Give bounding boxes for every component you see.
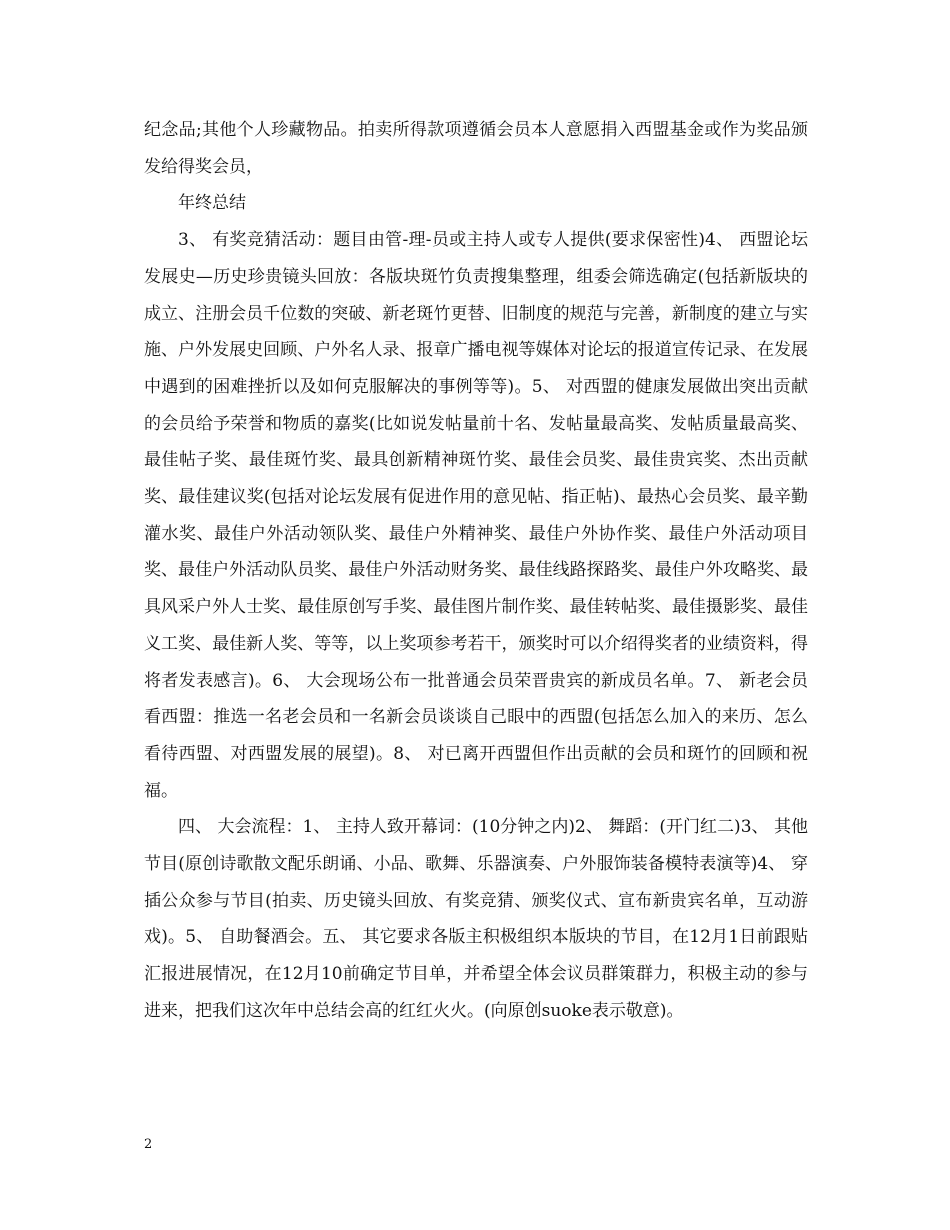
page-number: 2 [144, 1137, 153, 1152]
paragraph-1: 纪念品;其他个人珍藏物品。拍卖所得款项遵循会员本人意愿捐入西盟基金或作为奖品颁发给得奖会员， [144, 120, 808, 177]
paragraph-4: 四、 大会流程：1、 主持人致开幕词：(10分钟之内)2、 舞蹈：(开门红二)3、 其他节目(原创诗歌散文配乐朗诵、小品、歌舞、乐器演奏、户外服饰装备模特表演等)4、 穿插公众参与节目(拍卖、历史镜头回放、有奖竞猜、颁奖仪式、宣布新贵宾名单，互动游戏)。5、 自助餐酒会。五、 其它要求各版主积极组织本版块的节目，在12月1日前跟贴汇报进展情况，在12月10前确定节目单，并希望全体会议员群策群力，积极主动的参与进来，把我们这次年中总结会高的红红火火。(向原创suoke表示敬意)。 [144, 817, 808, 1021]
paragraph-2: 年终总结 [178, 193, 246, 214]
paragraph-3: 3、 有奖竞猜活动：题目由管-理-员或主持人或专人提供(要求保密性)4、 西盟论坛发展史—历史珍贵镜头回放：各版块斑竹负责搜集整理，组委会筛选确定(包括新版块的成立、注册会员千位数的突破、新老斑竹更替、旧制度的规范与完善，新制度的建立与实施、户外发展史回顾、户外名人录、报章广播电视等媒体对论坛的报道宣传记录、在发展中遇到的困难挫折以及如何克服解决的事例等等)。5、 对西盟的健康发展做出突出贡献的会员给予荣誉和物质的嘉奖(比如说发帖量前十名、发帖量最高奖、发帖质量最高奖、最佳帖子奖、最佳斑竹奖、最具创新精神斑竹奖、最佳会员奖、最佳贵宾奖、杰出贡献奖、最佳建议奖(包括对论坛发展有促进作用的意见帖、指正帖)、最热心会员奖、最辛勤灌水奖、最佳户外活动领队奖、最佳户外精神奖、最佳户外协作奖、最佳户外活动项目奖、最佳户外活动队员奖、最佳户外活动财务奖、最佳线路探路奖、最佳户外攻略奖、最具风采户外人士奖、最佳原创写手奖、最佳图片制作奖、最佳转帖奖、最佳摄影奖、最佳义工奖、最佳新人奖、等等，以上奖项参考若干，颁奖时可以介绍得奖者的业绩资料，得将者发表感言)。6、 大会现场公布一批普通会员荣晋贵宾的新成员名单。7、 新老会员看西盟：推选一名老会员和一名新会员谈谈自己眼中的西盟(包括怎么加入的来历、怎么看待西盟、对西盟发展的展望)。8、 对已离开西盟但作出贡献的会员和斑竹的回顾和祝福。 [144, 230, 808, 801]
document-body [144, 112, 808, 1030]
